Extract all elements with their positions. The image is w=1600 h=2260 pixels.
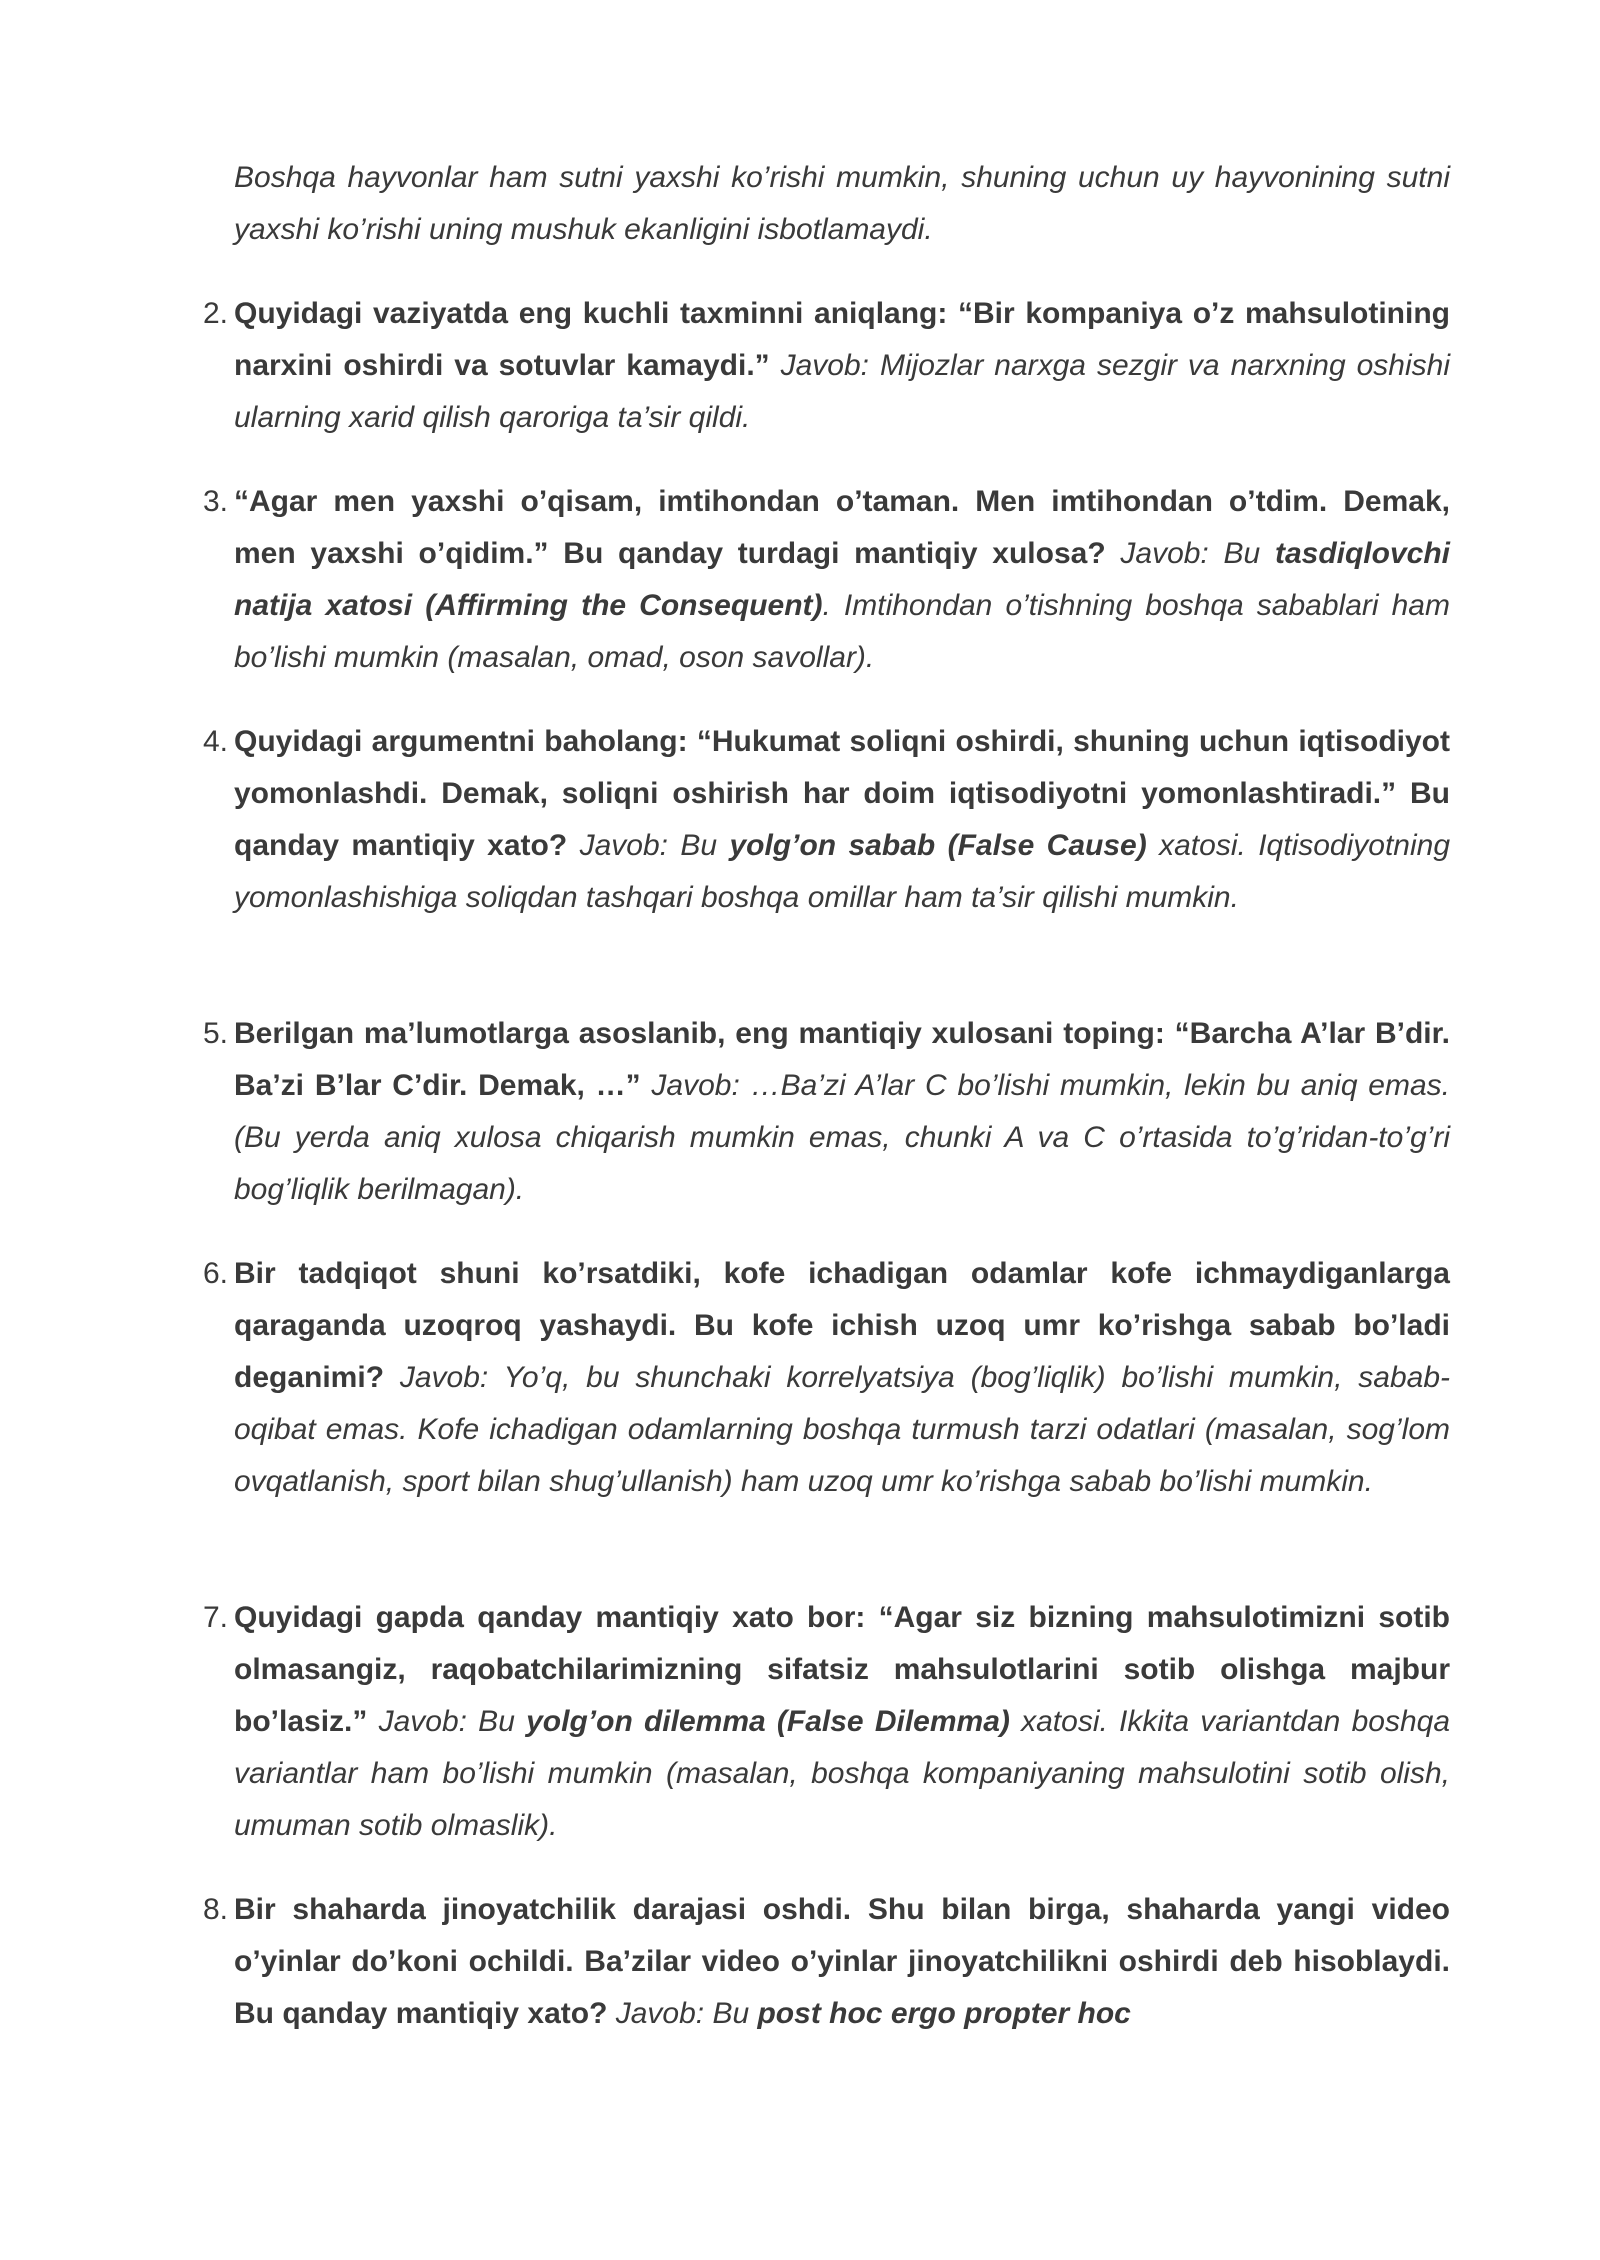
question-text: Quyidagi vaziyatda eng kuchli taxminni aniqlang: “Bir kompaniya o’z mahsulotining narxini oshirdi va sotuvlar kamaydi.” — [234, 297, 1450, 382]
list-number: 3. — [202, 485, 228, 518]
answer-text: Javob: Bu — [567, 829, 730, 862]
list-item-3 — [234, 476, 1450, 684]
list-number: 5. — [202, 1017, 228, 1050]
intro-paragraph: Boshqa hayvonlar ham sutni yaxshi ko’rishi mumkin, shuning uchun uy hayvonining sutni yaxshi ko’rishi uning mushuk ekanligini isbotlamaydi. — [234, 161, 1450, 246]
list-number: 6. — [202, 1257, 228, 1290]
answer-term: tasdiqlovchi natija xatosi (Affirming the Consequent) — [234, 537, 1450, 622]
list-item-8 — [234, 1884, 1450, 2040]
list-number: 8. — [202, 1893, 228, 1926]
question-text: Quyidagi argumentni baholang: “Hukumat soliqni oshirdi, shuning uchun iqtisodiyot yomonlashdi. Demak, soliqni oshirish har doim iqtisodiyotni yomonlashtiradi.” Bu qanday mantiqiy xato? — [234, 725, 1450, 862]
question-text: Bir tadqiqot shuni ko’rsatdiki, kofe ichadigan odamlar kofe ichmaydiganlarga qaraganda uzoqroq yashaydi. Bu kofe ichish uzoq umr ko’rishga sabab bo’ladi deganimi? — [234, 1257, 1450, 1394]
answer-text: Javob: Yo’q, bu shunchaki korrelyatsiya (bog’liqlik) bo’lishi mumkin, sabab-oqibat emas. Kofe ichadigan odamlarning boshqa turmush tarzi odatlari (masalan, sog’lom ovqatlanish, sport bilan shug’ullanish) ham uzoq umr ko’rishga sabab bo’lishi mumkin. — [234, 1361, 1450, 1498]
list-number: 2. — [202, 297, 228, 330]
list-item-5 — [234, 1008, 1450, 1216]
question-text: Quyidagi gapda qanday mantiqiy xato bor: “Agar siz bizning mahsulotimizni sotib olmasangiz, raqobatchilarimizning sifatsiz mahsulotlarini sotib olishga majbur bo’lasiz.” — [234, 1601, 1450, 1738]
answer-text: Javob: Bu — [1105, 537, 1275, 570]
answer-text: Javob: …Ba’zi A’lar C bo’lishi mumkin, lekin bu aniq emas. (Bu yerda aniq xulosa chiqarish mumkin emas, chunki A va C o’rtasida to’g’ridan-to’g’ri bog’liqlik berilmagan). — [234, 1069, 1450, 1206]
question-text: “Agar men yaxshi o’qisam, imtihondan o’taman. Men imtihondan o’tdim. Demak, men yaxshi o’qidim.” Bu qanday turdagi mantiqiy xulosa? — [234, 485, 1450, 570]
answer-text: xatosi. Ikkita variantdan boshqa variantlar ham bo’lishi mumkin (masalan, boshqa kompaniyaning mahsulotini sotib olish, umuman sotib olmaslik). — [234, 1705, 1451, 1842]
answer-term: yolg’on dilemma (False Dilemma) — [526, 1705, 1010, 1738]
list-number: 7. — [202, 1601, 228, 1634]
question-text: Berilgan ma’lumotlarga asoslanib, eng mantiqiy xulosani toping: “Barcha A’lar B’dir. Ba’zi B’lar C’dir. Demak, …” — [234, 1017, 1450, 1102]
answer-text: Javob: Mijozlar narxga sezgir va narxning oshishi ularning xarid qilish qaroriga ta’sir qildi. — [234, 349, 1450, 434]
answer-term: yolg’on sabab (False Cause) — [729, 829, 1147, 862]
list-item-7 — [234, 1592, 1450, 1852]
answer-term: post hoc ergo propter hoc — [757, 1997, 1131, 2030]
list-item-4 — [234, 716, 1450, 924]
list-item-2 — [234, 288, 1450, 444]
answer-text: Javob: Bu — [367, 1705, 527, 1738]
list-item-6 — [234, 1248, 1450, 1508]
list-number: 4. — [202, 725, 228, 758]
answer-text: xatosi. Iqtisodiyotning yomonlashishiga soliqdan tashqari boshqa omillar ham ta’sir qilishi mumkin. — [234, 829, 1451, 914]
answer-text: Javob: Bu — [607, 1997, 758, 2030]
question-text: Bir shaharda jinoyatchilik darajasi oshdi. Shu bilan birga, shaharda yangi video o’yinlar do’koni ochildi. Ba’zilar video o’yinlar jinoyatchilikni oshirdi deb hisoblaydi. Bu qanday mantiqiy xato? — [234, 1893, 1450, 2030]
answer-text: . Imtihondan o’tishning boshqa sabablari ham bo’lishi mumkin (masalan, omad, oson savollar). — [234, 589, 1450, 674]
